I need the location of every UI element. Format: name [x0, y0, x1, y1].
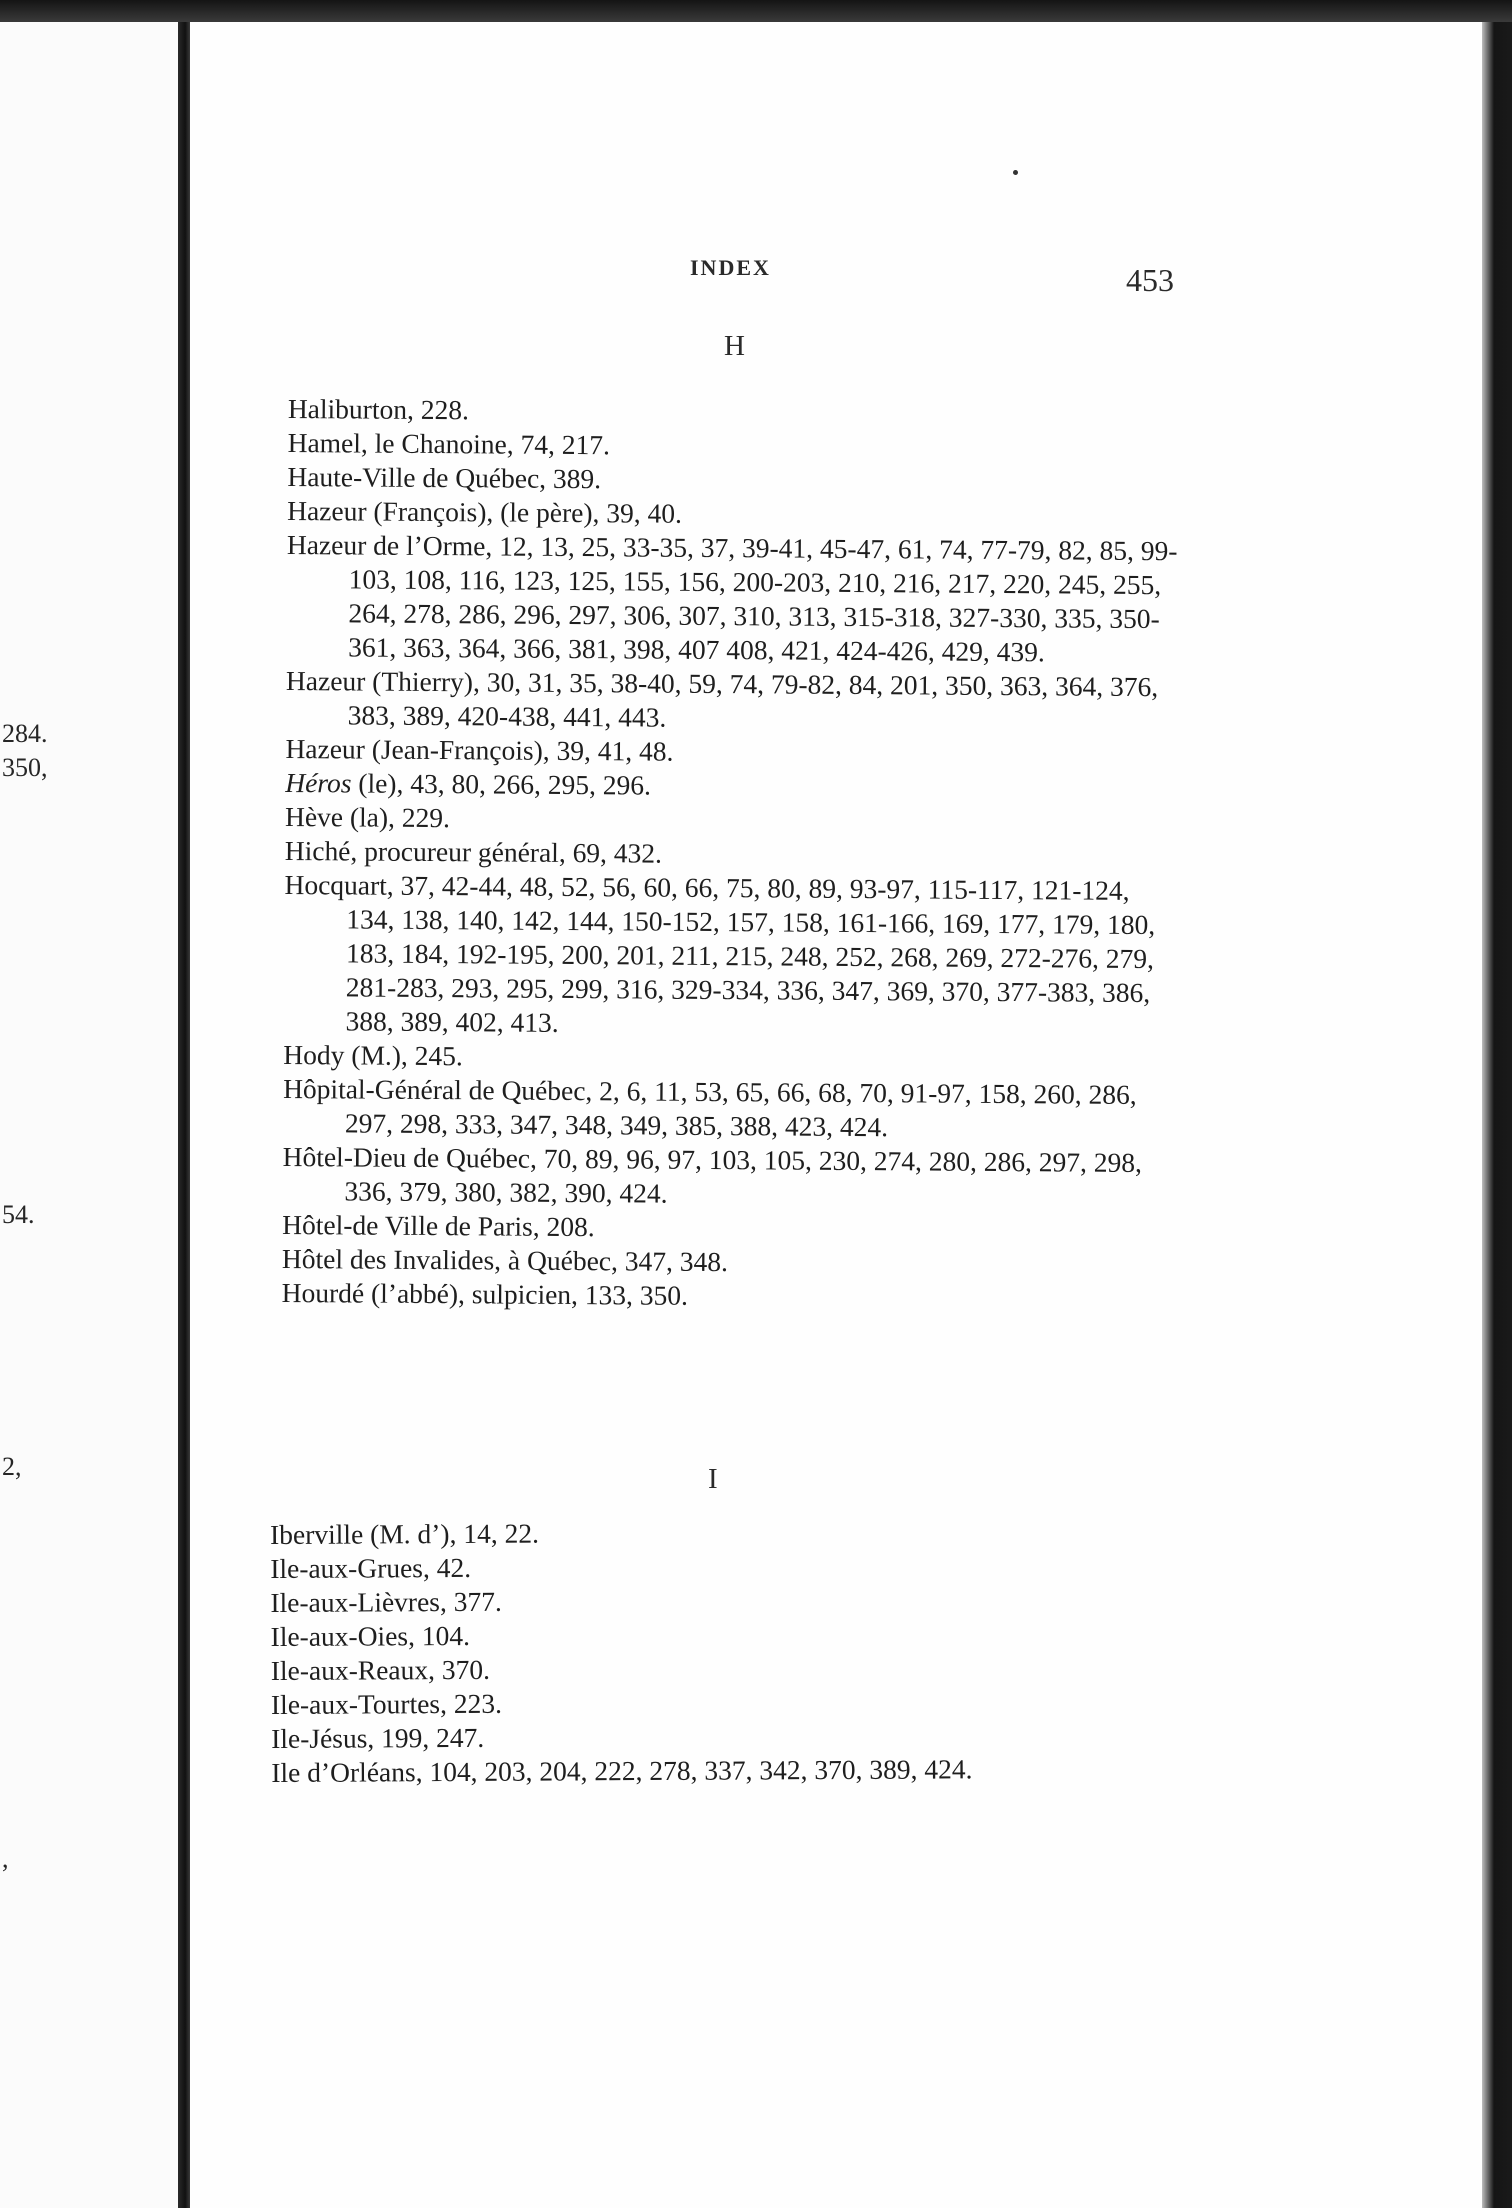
- index-list-i: [270, 1513, 1171, 1790]
- index-entry: Ile-Jésus, 199, 247.: [271, 1721, 485, 1754]
- book-gutter: [178, 22, 190, 2208]
- index-entry: Hocquart, 37, 42-44, 48, 52, 56, 60, 66, 75, 80, 89, 93-97, 115-117, 121-124, 134, 138, 140, 142, 144, 150-152, 157, 158, 161-166, 169, 177, 179, 180, 183, 184, 192-195, 200, 201, 211, 215, 248, 252, 268, 269, 272-276, 279, 281-283, 293, 295, 299, 316, 329-334, 336, 347, 369, 370, 377-383, 386, 388, 389, 402, 413.: [284, 868, 1156, 1038]
- section-letter-h: H: [724, 330, 745, 362]
- index-entry: Hazeur (François), (le père), 39, 40.: [287, 494, 683, 529]
- index-entry: Haliburton, 228.: [287, 392, 470, 426]
- previous-page-fragment: ,: [2, 1844, 9, 1873]
- index-entry: Ile-aux-Tourtes, 223.: [270, 1687, 503, 1720]
- index-entry: Hève (la), 229.: [284, 800, 451, 834]
- index-entry: Hiché, procureur général, 69, 432.: [284, 834, 663, 869]
- index-entry: Hazeur (Thierry), 30, 31, 35, 38-40, 59, 74, 79-82, 84, 201, 350, 363, 364, 376, 383, 389, 420-438, 441, 443.: [285, 664, 1159, 733]
- index-entry: Ile-aux-Oies, 104.: [270, 1619, 471, 1652]
- scan-speck: [1013, 170, 1018, 175]
- index-entry: Hourdé (l’abbé), sulpicien, 133, 350.: [281, 1276, 689, 1311]
- index-entry: Hôpital-Général de Québec, 2, 6, 11, 53, 65, 66, 68, 70, 91-97, 158, 260, 286, 297, 298, 333, 347, 348, 349, 385, 388, 423, 424.: [283, 1072, 1137, 1143]
- index-entry: Ile-aux-Reaux, 370.: [270, 1653, 491, 1686]
- previous-page-fragment: 2,: [2, 1452, 22, 1481]
- page-number: 453: [1126, 262, 1174, 298]
- previous-page-fragment: 284.: [2, 719, 48, 748]
- previous-page-fragment: 54.: [2, 1200, 35, 1229]
- section-letter-i: I: [708, 1463, 718, 1495]
- index-entry: Hazeur (Jean-François), 39, 41, 48.: [285, 732, 674, 767]
- index-entry: Hôtel des Invalides, à Québec, 347, 348.: [281, 1242, 729, 1278]
- index-entry: Hazeur de l’Orme, 12, 13, 25, 33-35, 37, 39-41, 45-47, 61, 74, 77-79, 82, 85, 99-103, 108, 116, 123, 125, 155, 156, 200-203, 210, 216, 217, 220, 245, 255, 264, 278, 286, 296, 297, 306, 307, 310, 313, 315-318, 327-330, 335, 350-361, 363, 364, 366, 381, 398, 407 408, 421, 424-426, 429, 439.: [286, 528, 1178, 668]
- index-entry: Haute-Ville de Québec, 389.: [287, 460, 602, 495]
- running-head: INDEX: [690, 255, 771, 280]
- previous-page-fragment: 350,: [2, 753, 48, 782]
- index-entry: Ile d’Orléans, 104, 203, 204, 222, 278, 337, 342, 370, 389, 424.: [271, 1753, 973, 1788]
- index-entry: Ile-aux-Lièvres, 377.: [270, 1585, 502, 1618]
- index-entry: Hôtel-de Ville de Paris, 208.: [282, 1208, 595, 1243]
- entry-text: (le), 43, 80, 266, 295, 296.: [351, 767, 651, 801]
- index-entry: Iberville (M. d’), 14, 22.: [270, 1517, 539, 1550]
- index-list-h: [282, 392, 1188, 1316]
- scan-top-border: [0, 0, 1512, 22]
- index-entry: Hody (M.), 245.: [283, 1038, 463, 1072]
- index-entry: Ile-aux-Grues, 42.: [270, 1551, 472, 1584]
- previous-page-edge: [0, 22, 178, 2208]
- italic-ship-name: Héros: [285, 766, 352, 799]
- right-scan-border: [1482, 22, 1512, 2208]
- index-entry: Hôtel-Dieu de Québec, 70, 89, 96, 97, 103, 105, 230, 274, 280, 286, 297, 298, 336, 379, 380, 382, 390, 424.: [282, 1140, 1143, 1209]
- index-entry: Hamel, le Chanoine, 74, 217.: [287, 426, 611, 461]
